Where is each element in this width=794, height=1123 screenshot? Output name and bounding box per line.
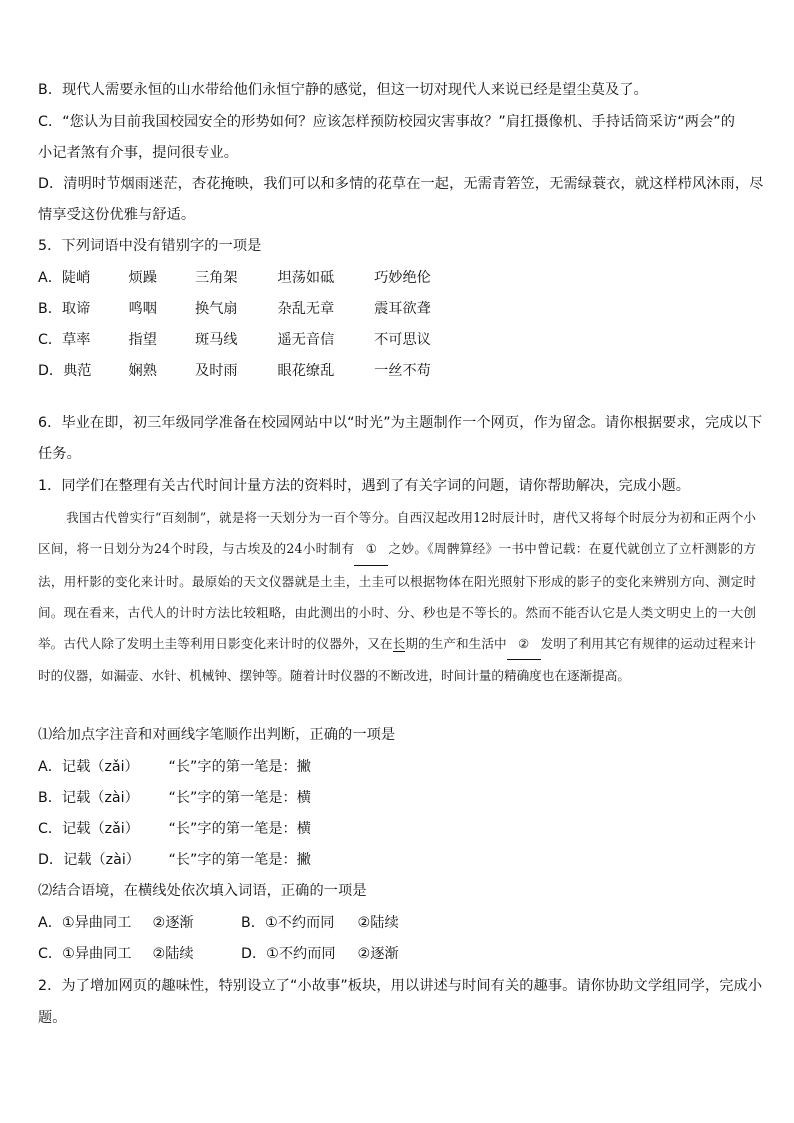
sub2-d-word1: D．①不约而同 <box>241 946 336 962</box>
q5-a-word4: 巧妙绝伦 <box>374 270 431 286</box>
sub2-c-word2: ②陆续 <box>152 946 194 962</box>
q6-task2-line2: 题。 <box>38 1010 67 1026</box>
q5-b-word1: 鸣咽 <box>128 301 157 317</box>
q6-sub1-stem: ⑴给加点字注音和对画线字笔顺作出判断，正确的一项是 <box>38 727 396 743</box>
q5-b-word3: 杂乱无章 <box>277 301 335 317</box>
sub1-d-stroke: “长”字的第一笔是：撇 <box>168 852 311 868</box>
q5-c-word3: 遥无音信 <box>277 332 335 348</box>
q5-b-label: B．取谛 <box>38 301 91 317</box>
q4-option-d-line2: 情享受这份优雅与舒适。 <box>38 207 196 223</box>
q5-a-word3: 坦荡如砥 <box>277 270 335 286</box>
q4-option-c-line1: C．“您认为目前我国校园安全的形势如何？应该怎样预防校园灾害事故？”肩扛摄像机、手持话筒采访“两会”的 <box>38 114 736 130</box>
q4-option-d-line1: D．清明时节烟雨迷茫，杏花掩映，我们可以和多情的花草在一起，无需青箬笠，无需绿蓑衣，就这样栉风沐雨，尽 <box>38 176 764 192</box>
sub1-c-pinyin: C．记载（zǎi） <box>38 821 139 837</box>
passage-part1: 我国古代曾实行“百刻制”，就是将一天划分为一百个等分。自西汉起改用12时辰计时，唐代又将每个时辰分为初和正两个小区间，将一日划分为24个时段，与古埃及的24小时制有 <box>38 510 756 557</box>
sub2-b-word2: ②陆续 <box>357 915 399 931</box>
q5-d-word1: 娴熟 <box>128 363 157 379</box>
q5-option-d <box>38 361 431 381</box>
q5-b-word4: 震耳欲聋 <box>374 301 431 317</box>
q5-option-b <box>38 299 431 319</box>
sub1-d-pinyin: D．记载（zài） <box>38 852 140 868</box>
q6-sub2-row-cd <box>38 944 399 964</box>
sub2-a-word2: ②逐渐 <box>152 915 194 931</box>
q5-a-word1: 烦躁 <box>128 270 157 286</box>
q5-c-word2: 斑马线 <box>195 332 238 348</box>
q5-d-word4: 一丝不苟 <box>374 363 431 379</box>
q5-a-word2: 三角架 <box>195 270 238 286</box>
q4-option-b: B．现代人需要永恒的山水带给他们永恒宁静的感觉，但这一切对现代人来说已经是望尘莫及了。 <box>38 82 648 98</box>
q6-passage <box>38 502 756 692</box>
sub1-c-stroke: “长”字的第一笔是：横 <box>168 821 311 837</box>
q5-c-label: C．草率 <box>38 332 91 348</box>
q5-c-word4: 不可思议 <box>374 332 431 348</box>
sub1-a-stroke: “长”字的第一笔是：撇 <box>168 759 311 775</box>
passage-part3: 期的生产和生活中 <box>405 636 507 652</box>
passage-part4: 发明了利用其它有规律的运动过程来计时的仪器，如漏壶、水针、机械钟、摆钟等。随着计时仪器的不断改进，时间计量的精确度也在逐渐提高。 <box>38 636 757 684</box>
q6-stem-line2: 任务。 <box>38 446 81 462</box>
q6-stem-line1: 6．毕业在即，初三年级同学准备在校园网站中以“时光”为主题制作一个网页，作为留念。请你根据要求，完成以下 <box>38 415 763 431</box>
q6-sub1-option-d <box>38 850 311 870</box>
q5-b-word2: 换气扇 <box>195 301 238 317</box>
sub2-c-word1: C．①异曲同工 <box>38 946 132 962</box>
sub2-d-word2: ②逐渐 <box>357 946 399 962</box>
sub1-a-pinyin: A．记载（zǎi） <box>38 759 139 775</box>
q5-a-label: A．陡峭 <box>38 270 91 286</box>
q6-sub2-row-ab <box>38 913 399 933</box>
q6-task1: 1．同学们在整理有关古代时间计量方法的资料时，遇到了有关字词的问题，请你帮助解决，完成小题。 <box>38 478 691 494</box>
q6-task2-line1: 2．为了增加网页的趣味性，特别设立了“小故事”板块，用以讲述与时间有关的趣事。请你协助文学组同学，完成小 <box>38 978 763 994</box>
q6-sub1-option-b <box>38 788 311 808</box>
sub2-a-word1: A．①异曲同工 <box>38 915 132 931</box>
sub2-b-word1: B．①不约而同 <box>241 915 335 931</box>
q6-sub1-option-a <box>38 757 311 777</box>
passage-underlined-char: 长 <box>392 636 406 652</box>
q6-sub1-option-c <box>38 819 311 839</box>
q5-d-word2: 及时雨 <box>195 363 238 379</box>
passage-blank-2: ② <box>507 628 541 660</box>
sub1-b-stroke: “长”字的第一笔是：横 <box>168 790 311 806</box>
q5-stem: 5．下列词语中没有错别字的一项是 <box>38 238 262 254</box>
q5-option-c <box>38 330 431 350</box>
passage-blank-1: ① <box>354 533 388 565</box>
q4-option-c-line2: 小记者煞有介事，提问很专业。 <box>38 145 239 161</box>
q5-d-label: D．典范 <box>38 363 92 379</box>
sub1-b-pinyin: B．记载（zài） <box>38 790 139 806</box>
q6-sub2-stem: ⑵结合语境，在横线处依次填入词语，正确的一项是 <box>38 883 367 899</box>
passage-part2: 之妙。《周髀算经》一书中曾记载：在夏代就创立了立杆测影的方法，用杆影的变化来计时。最原始的天文仪器就是土圭，土圭可以根据物体在阳光照射下形成的影子的变化来辨别方向、测定时间。现在看来，古代人的计时方法比较粗略，由此测出的小时、分、秒也是不等长的。然而不能否认它是人类文明史上的一大创举。古代人除了发明土圭等利用日影变化来计时的仪器外，又在 <box>38 541 756 652</box>
q5-option-a <box>38 268 431 288</box>
q5-d-word3: 眼花缭乱 <box>277 363 335 379</box>
q5-c-word1: 指望 <box>128 332 157 348</box>
